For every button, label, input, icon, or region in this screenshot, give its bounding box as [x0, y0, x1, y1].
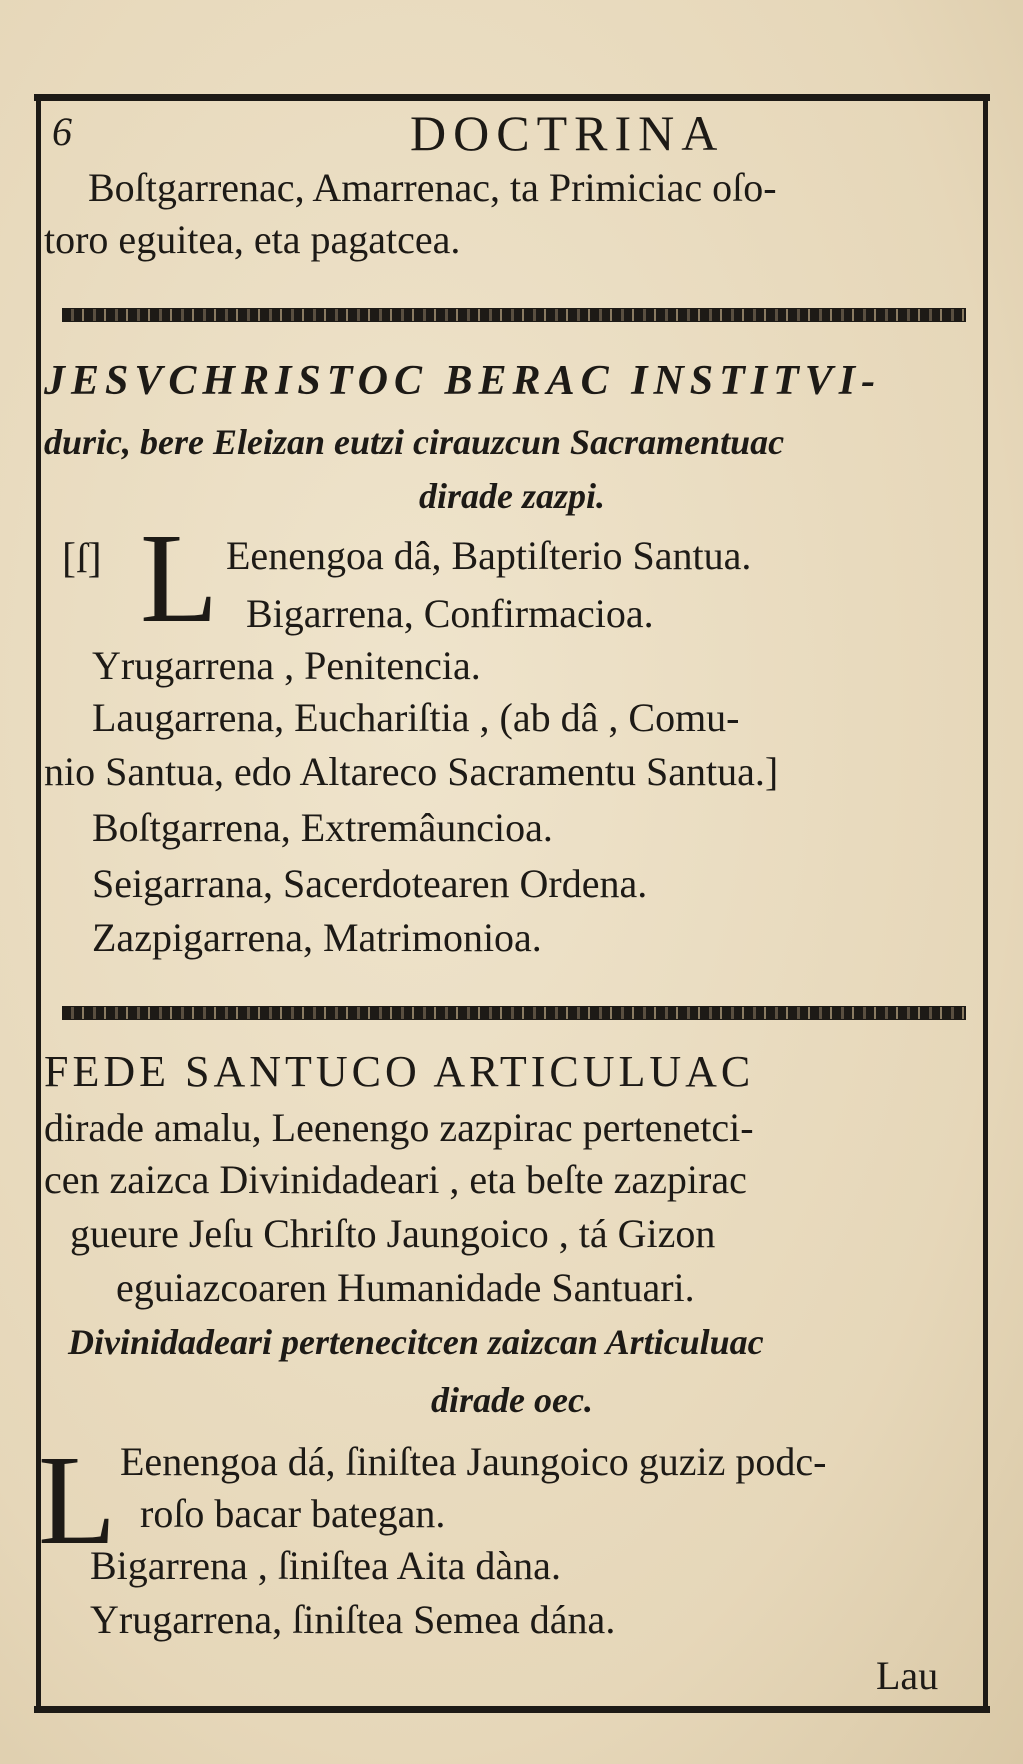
sacrament-2: Bigarrena, Confirmacioa. — [246, 591, 654, 636]
sacrament-6: Seigarrana, Sacerdotearen Ordena. — [92, 861, 648, 906]
running-head: DOCTRINA — [410, 105, 725, 161]
articles-subheading-1: Divinidadeari pertenecitcen zaizcan Articuluac — [68, 1322, 764, 1362]
intro-line-2: toro eguitea, eta pagatcea. — [44, 217, 461, 262]
articles-body-2: cen zaizca Divinidadeari , eta beſte zazpirac — [44, 1157, 747, 1202]
articles-body-4: eguiazcoaren Humanidade Santuari. — [116, 1265, 695, 1310]
article-1-line-1: Eenengoa dá, ſiniſtea Jaungoico guziz podc- — [120, 1439, 827, 1484]
sacraments-heading-3: dirade zazpi. — [418, 476, 605, 516]
ornament-divider-2 — [62, 1006, 966, 1020]
sacrament-5: Boſtgarrena, Extremâuncioa. — [92, 805, 553, 850]
sacrament-4: Laugarrena, Euchariſtia , (ab dâ , Comu- — [92, 695, 740, 740]
article-3: Yrugarrena, ſiniſtea Semea dána. — [90, 1597, 616, 1642]
sacrament-7: Zazpigarrena, Matrimonioa. — [92, 915, 542, 960]
sacrament-4-cont: nio Santua, edo Altareco Sacramentu Santua.] — [44, 749, 779, 794]
articles-heading: FEDE SANTUCO ARTICULUAC — [44, 1047, 755, 1096]
articles-body-1: dirade amalu, Leenengo zazpirac pertenetci- — [44, 1105, 754, 1150]
bottom-rule — [34, 1706, 990, 1713]
article-1-line-2: roſo bacar bategan. — [140, 1491, 446, 1536]
articles-subheading-2: dirade oec. — [431, 1380, 593, 1420]
articles-body-3: gueure Jeſu Chriſto Jaungoico , tá Gizon — [70, 1211, 716, 1256]
sacrament-1: Eenengoa dâ, Baptiſterio Santua. — [226, 533, 752, 578]
catchword: Lau — [876, 1653, 939, 1698]
sacrament-3: Yrugarrena , Penitencia. — [92, 643, 481, 688]
top-rule — [34, 94, 990, 101]
sacraments-heading-1: JESVCHRISTOC BERAC INSTITVI- — [44, 358, 882, 404]
ornament-divider-1 — [62, 308, 966, 322]
intro-line-1: Boſtgarrenac, Amarrenac, ta Primiciac oſo- — [88, 165, 777, 210]
page-number: 6 — [52, 109, 72, 154]
sacraments-heading-2: duric, bere Eleizan eutzi cirauzcun Sacramentuac — [44, 422, 785, 462]
drop-cap-articles: L — [38, 1429, 117, 1571]
article-2: Bigarrena , ſiniſtea Aita dàna. — [90, 1543, 561, 1588]
drop-cap-sacraments: L — [140, 507, 219, 649]
section-marker: [ſ] — [62, 536, 102, 582]
